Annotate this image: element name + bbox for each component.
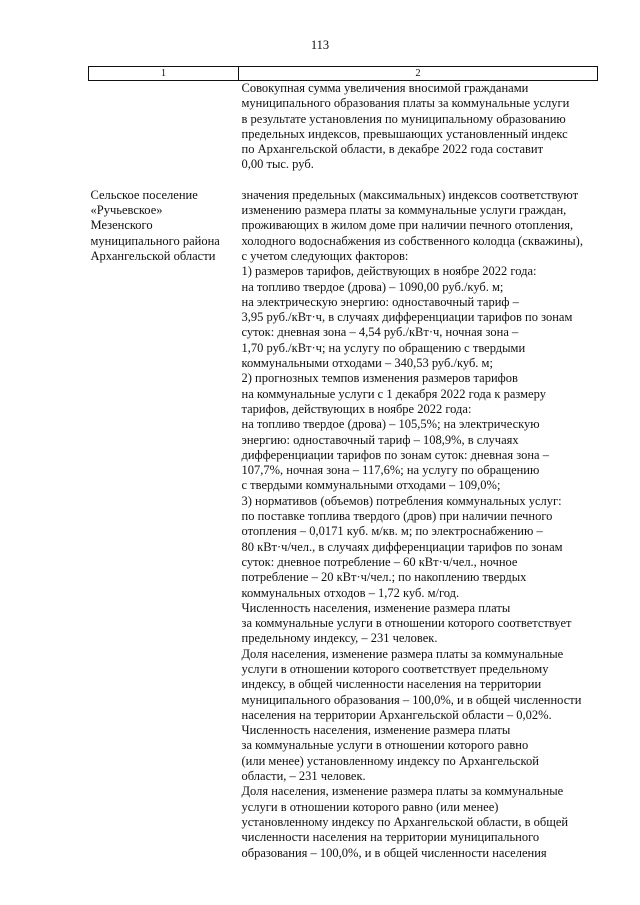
text-line: 3,95 руб./кВт·ч, в случаях дифференциации тарифов по зонам bbox=[241, 310, 573, 325]
text-line: предельных индексов, превышающих установленный индекс bbox=[241, 126, 568, 141]
table-header-row bbox=[89, 67, 598, 81]
text-line: холодного водоснабжения из собственного колодца (скважины), bbox=[241, 233, 583, 248]
table-body bbox=[89, 81, 598, 861]
spacer-cell bbox=[239, 173, 598, 188]
text-line: с твердыми коммунальными отходами – 109,0%; bbox=[241, 478, 501, 493]
municipality-cell bbox=[89, 81, 239, 173]
text-line: численности населения на территории муниципального bbox=[241, 830, 540, 845]
text-line: 3) нормативов (объемов) потребления коммунальных услуг: bbox=[241, 493, 562, 508]
text-line: муниципального образования платы за коммунальные услуги bbox=[241, 96, 570, 111]
text-line: изменению размера платы за коммунальные услуги граждан, bbox=[241, 203, 567, 218]
text-line: «Ручьевское» bbox=[90, 203, 163, 218]
text-line: Архангельской области bbox=[90, 248, 216, 263]
text-line: суток: дневная зона – 4,54 руб./кВт·ч, ночная зона – bbox=[241, 325, 519, 340]
table-row-summary bbox=[89, 81, 598, 173]
text-line: 1,70 руб./кВт·ч; на услугу по обращению с твердыми bbox=[241, 340, 526, 355]
text-line: услуги в отношении которого соответствует предельному bbox=[241, 661, 549, 676]
text-line: на топливо твердое (дрова) – 1090,00 руб./куб. м; bbox=[241, 279, 504, 294]
text-line: Численность населения, изменение размера платы bbox=[241, 600, 511, 615]
text-line: индексу, в общей численности населения на территории bbox=[241, 677, 542, 692]
text-line: на коммунальные услуги с 1 декабря 2022 года к размеру bbox=[241, 386, 546, 401]
text-line: коммунальных отходов – 1,72 куб. м/год. bbox=[241, 585, 460, 600]
text-line: предельному индексу, – 231 человек. bbox=[241, 631, 438, 646]
text-line: по Архангельской области, в декабре 2022 года составит bbox=[241, 142, 544, 157]
text-line: 0,00 тыс. руб. bbox=[241, 157, 314, 172]
text-line: дифференциации тарифов по зонам суток: дневная зона – bbox=[241, 447, 549, 462]
text-line: Доля населения, изменение размера платы за коммунальные bbox=[241, 646, 564, 661]
text-line: за коммунальные услуги в отношении которого соответствует bbox=[241, 616, 572, 631]
text-line: муниципального района bbox=[90, 233, 220, 248]
description-cell bbox=[239, 188, 598, 861]
text-line: 107,7%, ночная зона – 117,6%; на услугу по обращению bbox=[241, 463, 540, 478]
municipality-cell bbox=[89, 188, 239, 861]
document-table bbox=[88, 66, 598, 861]
spacer-cell bbox=[89, 173, 239, 188]
text-line: на топливо твердое (дрова) – 105,5%; на электрическую bbox=[241, 417, 540, 432]
text-line: 1) размеров тарифов, действующих в ноябре 2022 года: bbox=[241, 264, 537, 279]
page-number: 113 bbox=[310, 38, 330, 52]
text-line: Численность населения, изменение размера платы bbox=[241, 723, 511, 738]
text-line: 2) прогнозных темпов изменения размеров тарифов bbox=[241, 371, 518, 386]
text-line: по поставке топлива твердого (дров) при наличии печного bbox=[241, 509, 553, 524]
column-header-1: 1 bbox=[89, 67, 239, 81]
text-line: услуги в отношении которого равно (или менее) bbox=[241, 799, 499, 814]
text-line: потребление – 20 кВт·ч/чел.; по накоплению твердых bbox=[241, 570, 527, 585]
text-line: суток: дневное потребление – 60 кВт·ч/чел., ночное bbox=[241, 554, 518, 569]
text-line: проживающих в жилом доме при наличии печного отопления, bbox=[241, 218, 574, 233]
table-row-spacer bbox=[89, 173, 598, 188]
table-row-municipality bbox=[89, 188, 598, 861]
description-cell bbox=[239, 81, 598, 173]
text-line: коммунальными отходами – 340,53 руб./куб. м; bbox=[241, 356, 493, 371]
text-line: Совокупная сумма увеличения вносимой гражданами bbox=[241, 81, 529, 95]
text-line: тарифов, действующих в ноябре 2022 года: bbox=[241, 401, 472, 416]
text-line: с учетом следующих факторов: bbox=[241, 248, 409, 263]
text-line: Сельское поселение bbox=[90, 187, 198, 202]
text-line: муниципального образования – 100,0%, и в общей численности bbox=[241, 692, 582, 707]
text-line: Доля населения, изменение размера платы за коммунальные bbox=[241, 784, 564, 799]
text-line: энергию: одноставочный тариф – 108,9%, в случаях bbox=[241, 432, 519, 447]
text-line: в результате установления по муниципальному образованию bbox=[241, 111, 566, 126]
text-line: Мезенского bbox=[90, 218, 153, 233]
text-line: образования – 100,0%, и в общей численности населения bbox=[241, 845, 547, 860]
column-header-2: 2 bbox=[239, 67, 598, 81]
text-line: за коммунальные услуги в отношении которого равно bbox=[241, 738, 529, 753]
text-line: 80 кВт·ч/чел., в случаях дифференциации тарифов по зонам bbox=[241, 539, 563, 554]
text-line: на электрическую энергию: одноставочный тариф – bbox=[241, 294, 519, 309]
text-line: населения на территории Архангельской области – 0,02%. bbox=[241, 707, 552, 722]
text-line: установленному индексу по Архангельской области, в общей bbox=[241, 814, 569, 829]
text-line: области, – 231 человек. bbox=[241, 769, 366, 784]
text-line: (или менее) установленному индексу по Архангельской bbox=[241, 753, 539, 768]
text-line: отопления – 0,0171 куб. м/кв. м; по электроснабжению – bbox=[241, 524, 543, 539]
text-line: значения предельных (максимальных) индексов соответствуют bbox=[241, 187, 579, 202]
